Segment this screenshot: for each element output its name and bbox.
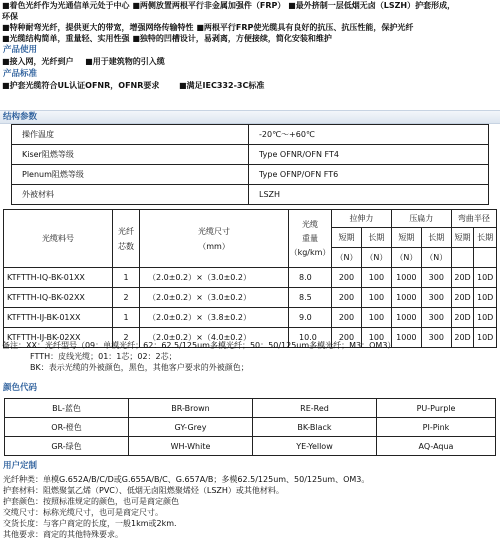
cell-tensile-long: 100 <box>361 328 391 348</box>
header-unit: （N） <box>332 248 362 268</box>
header-tensile: 拉伸力 <box>332 210 392 228</box>
header-bend: 弯曲半径 <box>451 210 496 228</box>
note-line: 备注：XX：光纤型号（09：单模光纤；62：62.5/125um多模光纤；50：50/125um多模光纤；M3：OM3） <box>2 341 396 350</box>
cell-tensile-short: 200 <box>332 288 362 308</box>
cell-crush-short: 1000 <box>391 268 421 288</box>
structure-title: 结构参数 <box>0 110 500 124</box>
cell-cores: 2 <box>113 328 140 348</box>
usage-title: 产品使用 <box>3 45 38 55</box>
cell-model: KTFTTH-IJ-BK-02XX <box>4 328 113 348</box>
color-cell: BL-蓝色 <box>5 399 129 418</box>
cell-bend-short: 20D <box>451 308 474 328</box>
header-weight <box>289 210 332 268</box>
standard-items <box>0 80 500 91</box>
custom-section <box>0 461 500 540</box>
standard-item: ■护套光缆符合UL认证OFNR，OFNR要求 <box>2 81 160 90</box>
color-cell: PI-Pink <box>377 418 496 437</box>
header-long: 长期 <box>421 228 451 248</box>
header-weight-line: 重量 <box>302 234 318 243</box>
header-short: 短期 <box>332 228 362 248</box>
color-cell: YE-Yellow <box>253 437 377 456</box>
cell-tensile-short: 200 <box>332 328 362 348</box>
header-short: 短期 <box>451 228 474 248</box>
intro-line: ■着色光纤作为光通信单元处于中心 ■两侧放置两根平行非金属加强件（FRP） ■最外挤制一层低烟无卤（LSZH）护套形成， <box>2 1 456 10</box>
header-cores-line: 芯数 <box>118 241 134 251</box>
header-unit: （N） <box>391 248 421 268</box>
header-weight-line: 光缆 <box>302 220 318 229</box>
custom-line: 护套颜色：按照标准规定的颜色，也可是商定颜色 <box>3 497 179 506</box>
cell-tensile-long: 100 <box>361 288 391 308</box>
cell-crush-long: 300 <box>421 308 451 328</box>
color-cell: OR-橙色 <box>5 418 129 437</box>
color-cell: BK-Black <box>253 418 377 437</box>
structure-value: -20℃～+60℃ <box>249 125 489 145</box>
custom-line: 交缆尺寸：标称光缆尺寸，也可是商定尺寸。 <box>3 508 163 517</box>
cell-bend-long: 10D <box>474 328 497 348</box>
standard-item: ■满足IEC332-3C标准 <box>179 81 265 90</box>
intro-line: ■特种耐弯光纤，提供更大的带宽，增强网络传输特性 ■两根平行FRP使光缆具有良好的抗压、抗压性能，保护光纤 <box>2 23 414 32</box>
usage-item: ■用于建筑物的引入缆 <box>85 57 165 66</box>
color-cell: PU-Purple <box>377 399 496 418</box>
cell-crush-long: 300 <box>421 268 451 288</box>
note-line: BK：表示光缆的外被颜色，黑色，其他客户要求的外被颜色； <box>30 363 249 372</box>
cell-weight: 9.0 <box>289 308 332 328</box>
header-unit: （N） <box>361 248 391 268</box>
cell-bend-short: 20D <box>451 328 474 348</box>
note-line: FTTH：皮线光缆；01：1芯；02：2芯； <box>30 352 177 361</box>
header-weight-line: （kg/km） <box>289 248 331 257</box>
cell-bend-short: 20D <box>451 288 474 308</box>
header-cores-line: 光纤 <box>118 226 134 236</box>
custom-line: 光纤种类：单模G.652A/B/C/D或G.655A/B/C、G.657A/B；多模62.5/125um、50/125um、OM3。 <box>3 475 370 484</box>
cell-weight: 10.0 <box>289 328 332 348</box>
table-row <box>12 165 489 185</box>
cell-cores: 1 <box>113 268 140 288</box>
cell-model: KTFTTH-IQ-BK-02XX <box>4 288 113 308</box>
header-model: 光缆料号 <box>4 210 113 268</box>
table-row <box>12 185 489 205</box>
cell-cores: 2 <box>113 288 140 308</box>
cell-model: KTFTTH-IQ-BK-01XX <box>4 268 113 288</box>
table-row <box>4 268 497 288</box>
structure-label: Plenum阻燃等级 <box>12 165 249 185</box>
color-table <box>4 398 496 456</box>
cell-tensile-short: 200 <box>332 268 362 288</box>
cell-size: （2.0±0.2）×（4.0±0.2） <box>140 328 289 348</box>
colors-title: 颜色代码 <box>3 383 38 393</box>
structure-label: 外被材料 <box>12 185 249 205</box>
structure-section <box>0 110 500 124</box>
intro-line: 环保 <box>2 12 18 21</box>
cell-bend-long: 10D <box>474 288 497 308</box>
color-cell: BR-Brown <box>129 399 253 418</box>
structure-label: Kiser阻燃等级 <box>12 145 249 165</box>
header-short: 短期 <box>391 228 421 248</box>
usage-items <box>0 56 500 67</box>
cell-crush-short: 1000 <box>391 288 421 308</box>
table-row <box>5 399 496 418</box>
cell-size: （2.0±0.2）×（3.0±0.2） <box>140 288 289 308</box>
intro-line: ■光缆结构简单，重量轻、实用性强 ■独特的凹槽设计，易剥离，方便接续，简化安装和维护 <box>2 34 332 43</box>
cell-tensile-short: 200 <box>332 308 362 328</box>
header-size <box>140 210 289 268</box>
standard-title: 产品标准 <box>3 69 38 79</box>
usage-section <box>0 45 500 67</box>
color-cell: AQ-Aqua <box>377 437 496 456</box>
cell-size: （2.0±0.2）×（3.0±0.2） <box>140 268 289 288</box>
cell-crush-short: 1000 <box>391 328 421 348</box>
standard-section <box>0 69 500 91</box>
cell-tensile-long: 100 <box>361 308 391 328</box>
header-unit <box>451 248 474 268</box>
header-size-line: 光缆尺寸 <box>198 226 230 236</box>
table-row <box>12 145 489 165</box>
cell-cores: 1 <box>113 308 140 328</box>
table-header-row <box>4 210 497 228</box>
cell-bend-long: 10D <box>474 308 497 328</box>
structure-value: Type OFNR/OFN FT4 <box>249 145 489 165</box>
header-long: 长期 <box>361 228 391 248</box>
header-unit: （N） <box>421 248 451 268</box>
notes-block <box>0 340 500 373</box>
header-unit <box>474 248 497 268</box>
intro-block <box>0 0 455 44</box>
structure-value: Type OFNP/OFN FT6 <box>249 165 489 185</box>
header-size-line: （mm） <box>198 241 230 251</box>
table-row <box>4 288 497 308</box>
product-table <box>3 209 497 348</box>
cell-tensile-long: 100 <box>361 268 391 288</box>
cell-model: KTFTTH-IJ-BK-01XX <box>4 308 113 328</box>
cell-bend-short: 20D <box>451 268 474 288</box>
structure-label: 操作温度 <box>12 125 249 145</box>
custom-title: 用户定制 <box>3 461 38 471</box>
cell-bend-long: 10D <box>474 268 497 288</box>
color-cell: GY-Grey <box>129 418 253 437</box>
colors-section <box>0 383 500 394</box>
cell-size: （2.0±0.2）×（3.8±0.2） <box>140 308 289 328</box>
header-crush: 压扁力 <box>391 210 451 228</box>
cell-crush-long: 300 <box>421 288 451 308</box>
color-cell: WH-White <box>129 437 253 456</box>
custom-line: 其他要求：商定的其他特殊要求。 <box>3 530 123 539</box>
cell-weight: 8.0 <box>289 268 332 288</box>
structure-table <box>11 124 489 205</box>
table-row <box>5 437 496 456</box>
table-row <box>12 125 489 145</box>
header-long: 长期 <box>474 228 497 248</box>
table-row <box>5 418 496 437</box>
cell-crush-short: 1000 <box>391 308 421 328</box>
color-cell: GR-绿色 <box>5 437 129 456</box>
structure-value: LSZH <box>249 185 489 205</box>
color-cell: RE-Red <box>253 399 377 418</box>
custom-line: 交货长度：与客户商定的长度，一般1km或2km. <box>3 519 177 528</box>
custom-line: 护套材料：阻燃聚氯乙烯（PVC）、低烟无卤阻燃聚烯烃（LSZH）或其他材料。 <box>3 486 284 495</box>
table-row <box>4 308 497 328</box>
cell-crush-long: 300 <box>421 328 451 348</box>
header-cores <box>113 210 140 268</box>
usage-item: ■接入网，光纤到户 <box>2 57 74 66</box>
cell-weight: 8.5 <box>289 288 332 308</box>
